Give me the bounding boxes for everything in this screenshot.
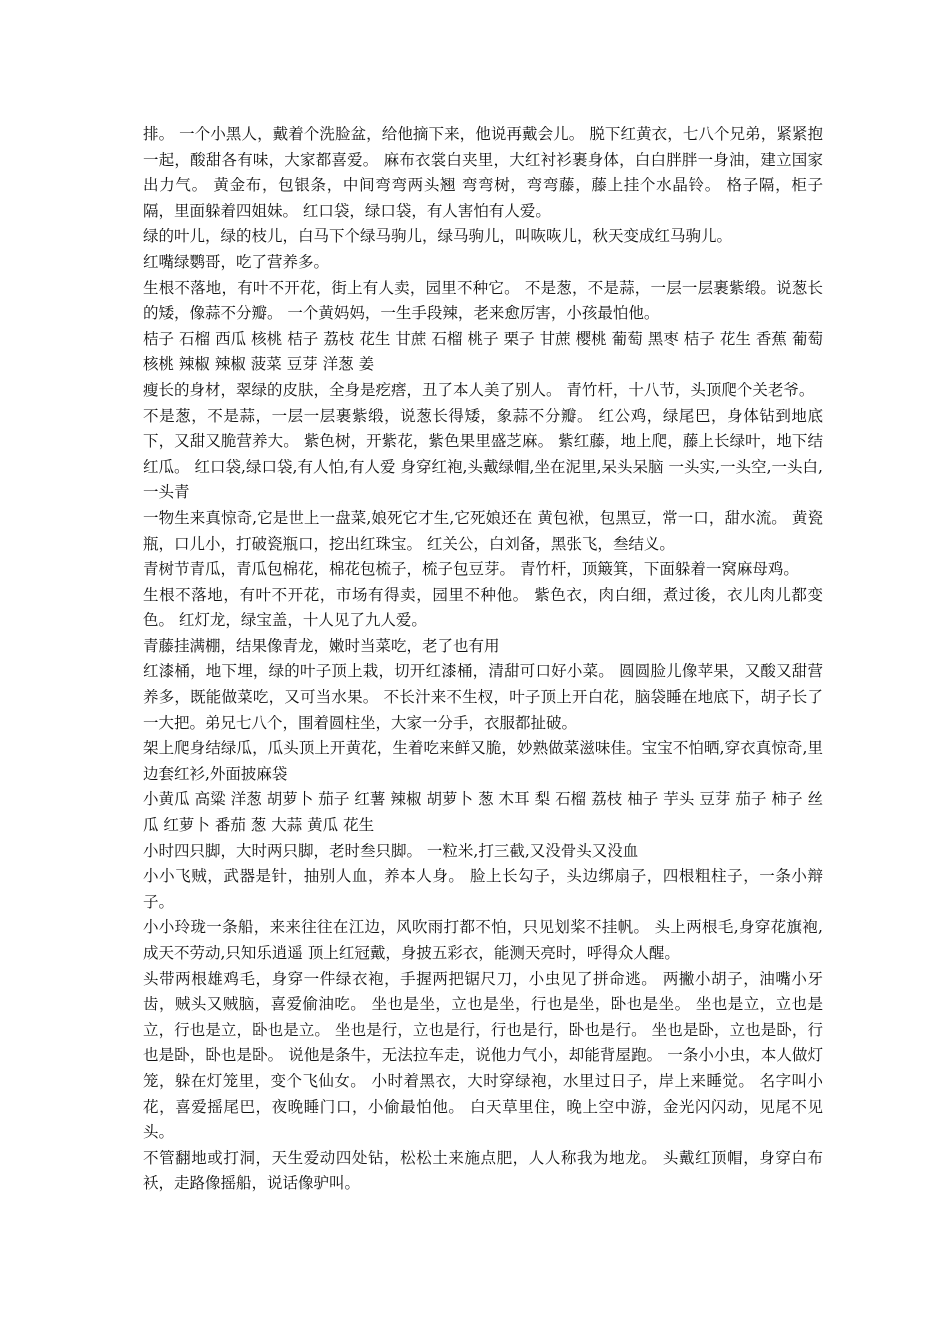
paragraph-8: 一物生来真惊奇,它是世上一盘菜,娘死它才生,它死娘还在 黄包袱，包黑豆，常一口，甜水流。 黄瓷瓶，口儿小，打破瓷瓶口，挖出红珠宝。 红关公，白刘备，黑张飞，叁结义。: [143, 508, 823, 553]
paragraph-15: 小时四只脚，大时两只脚，老时叁只脚。 一粒米,打三截,又没骨头又没血: [143, 841, 639, 860]
paragraph-6: 瘦长的身材，翠绿的皮肤，全身是疙瘩，丑了本人美了别人。 青竹杆，十八节，头顶爬个关老爷。: [143, 380, 815, 399]
paragraph-12: 红漆桶，地下埋，绿的叶子顶上栽，切开红漆桶，清甜可口好小菜。 圆圆脸儿像苹果，又酸又甜营养多，既能做菜吃，又可当水果。 不长汁来不生杈，叶子顶上开白花，脑袋睡在地底下，胡子长了一大把。弟兄七八个，围着圆柱坐，大家一分手，衣服都扯破。: [143, 662, 823, 732]
paragraph-18: 头带两根雄鸡毛，身穿一件绿衣袍，手握两把锯尺刀，小虫见了拼命逃。 两撇小胡子，油嘴小牙齿，贼头又贼脑，喜爱偷油吃。 坐也是坐，立也是坐，行也是坐，卧也是坐。 坐也是立，立也是立，行也是立，卧也是立。 坐也是行，立也是行，行也是行，卧也是行。 坐也是卧，立也是卧，行也是卧，卧也是卧。 说他是条牛，无法拉车走，说他力气小，却能背屋跑。 一条小小虫，本人做灯笼，躲在灯笼里，变个飞仙女。 小时着黑衣，大时穿绿袍，水里过日子，岸上来睡觉。 名字叫小花，喜爱摇尾巴，夜晚睡门口，小偷最怕他。 白天草里住，晚上空中游，金光闪闪动，见尾不见头。: [143, 969, 823, 1142]
paragraph-13: 架上爬身结绿瓜，瓜头顶上开黄花，生着吃来鲜又脆，妙熟做菜滋味佳。宝宝不怕晒,穿衣真惊奇,里边套红衫,外面披麻袋: [143, 739, 823, 783]
paragraph-16: 小小飞贼，武器是针，抽别人血，养本人身。 脸上长勾子，头边绑扇子，四根粗柱子，一条小辩子。: [143, 867, 823, 911]
paragraph-2: 绿的叶儿，绿的枝儿，白马下个绿马驹儿，绿马驹儿，叫咴咴儿，秋天变成红马驹儿。: [143, 227, 733, 246]
paragraph-5: 桔子 石榴 西瓜 核桃 桔子 荔枝 花生 甘蔗 石榴 桃子 栗子 甘蔗 樱桃 葡萄 黑枣 桔子 花生 香蕉 葡萄 核桃 辣椒 辣椒 菠菜 豆芽 洋葱 姜: [143, 329, 823, 374]
paragraph-1: 排。 一个小黑人，戴着个洗脸盆，给他摘下来，他说再戴会儿。 脱下红黄衣，七八个兄弟，紧紧抱一起，酸甜各有味，大家都喜爱。 麻布衣裳白夹里，大红衬衫裹身体，白白胖胖一身油，建立国家出力气。 黄金布，包银条，中间弯弯两头翘 弯弯树，弯弯藤，藤上挂个水晶铃。 格子隔，柜子隔，里面躲着四姐妹。 红口袋，绿口袋，有人害怕有人爱。: [143, 125, 823, 220]
paragraph-11: 青藤挂满棚，结果像青龙，嫩时当菜吃，老了也有用: [143, 636, 500, 655]
document-body: [143, 122, 823, 1197]
paragraph-9: 青树节青瓜，青瓜包棉花，棉花包梳子，梳子包豆芽。 青竹杆，顶簸箕，下面躲着一窝麻母鸡。: [143, 560, 799, 579]
paragraph-4: 生根不落地，有叶不开花，街上有人卖，园里不种它。 不是葱，不是蒜，一层一层裹紫缎。说葱长的矮，像蒜不分瓣。 一个黄妈妈，一生手段辣，老来愈厉害，小孩最怕他。: [143, 278, 823, 323]
paragraph-3: 红嘴绿鹦哥，吃了营养多。: [143, 252, 330, 271]
paragraph-14: 小黄瓜 高粱 洋葱 胡萝卜 茄子 红薯 辣椒 胡萝卜 葱 木耳 梨 石榴 荔枝 柚子 芋头 豆芽 茄子 柿子 丝瓜 红萝卜 番茄 葱 大蒜 黄瓜 花生: [143, 790, 823, 835]
paragraph-7: 不是葱，不是蒜，一层一层裹紫缎，说葱长得矮，象蒜不分瓣。 红公鸡，绿尾巴，身体钻到地底下，又甜又脆营养大。 紫色树，开紫花，紫色果里盛芝麻。 紫红藤，地上爬，藤上长绿叶，地下结红瓜。 红口袋,绿口袋,有人怕,有人爱 身穿红袍,头戴绿帽,坐在泥里,呆头呆脑 一头实,一头空,一头白,一头青: [143, 406, 823, 502]
paragraph-19: 不管翻地或打洞，天生爱动四处钻，松松土来施点肥，人人称我为地龙。 头戴红顶帽，身穿白布袄，走路像摇船，说话像驴叫。: [143, 1148, 823, 1193]
paragraph-10: 生根不落地，有叶不开花，市场有得卖，园里不种他。 紫色衣，肉白细，煮过後，衣儿肉儿都变色。 红灯龙，绿宝盖，十人见了九人爱。: [143, 585, 823, 630]
paragraph-17: 小小玲珑一条船，来来往往在江边，风吹雨打都不怕，只见划桨不挂帆。 头上两根毛,身穿花旗袍,成天不劳动,只知乐逍遥 顶上红冠戴，身披五彩衣，能测天亮时，呼得众人醒。: [143, 918, 823, 962]
